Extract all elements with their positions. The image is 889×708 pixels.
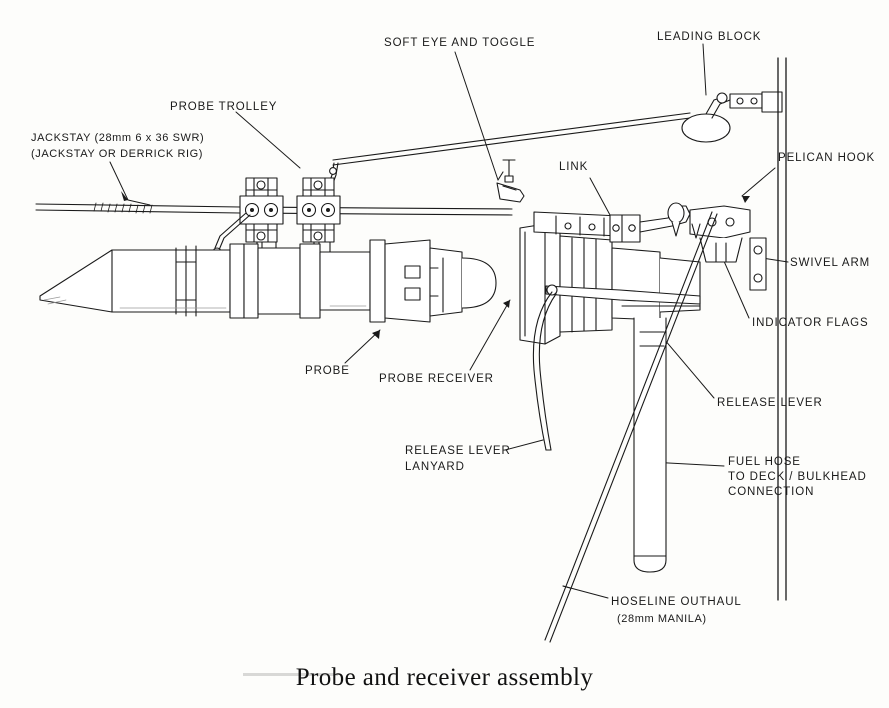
label-indicator-flags: INDICATOR FLAGS (752, 317, 869, 329)
label-hoseline-outhaul-line-1: HOSELINE OUTHAUL (611, 596, 742, 608)
label-soft-eye-and-toggle: SOFT EYE AND TOGGLE (384, 37, 536, 49)
label-leading-block: LEADING BLOCK (657, 31, 762, 43)
label-jackstay-line-1: JACKSTAY (28mm 6 x 36 SWR) (31, 132, 205, 144)
label-release-lever-lanyard-line-2: LANYARD (405, 461, 465, 473)
label-probe-trolley: PROBE TROLLEY (170, 101, 278, 113)
span-wire-upper (333, 113, 690, 180)
label-release-lever: RELEASE LEVER (717, 397, 823, 409)
probe-nose (370, 240, 496, 322)
label-probe-receiver: PROBE RECEIVER (379, 373, 494, 385)
label-swivel-arm: SWIVEL ARM (790, 257, 871, 269)
label-fuel-hose-line-2: TO DECK / BULKHEAD (728, 471, 867, 483)
label-probe: PROBE (305, 365, 350, 377)
label-fuel-hose-line-1: FUEL HOSE (728, 456, 801, 468)
figure-caption: Probe and receiver assembly (295, 664, 594, 691)
label-release-lever-lanyard-line-1: RELEASE LEVER (405, 445, 511, 457)
probe-body (40, 244, 370, 318)
leading-block (682, 92, 782, 142)
soft-eye-and-toggle (497, 160, 524, 202)
label-hoseline-outhaul-line-2: (28mm MANILA) (617, 613, 707, 625)
label-fuel-hose-line-3: CONNECTION (728, 486, 815, 498)
label-pelican-hook: PELICAN HOOK (778, 152, 876, 164)
indicator-flags (672, 222, 700, 238)
label-jackstay-line-2: (JACKSTAY OR DERRICK RIG) (31, 148, 204, 160)
label-link: LINK (559, 161, 589, 173)
